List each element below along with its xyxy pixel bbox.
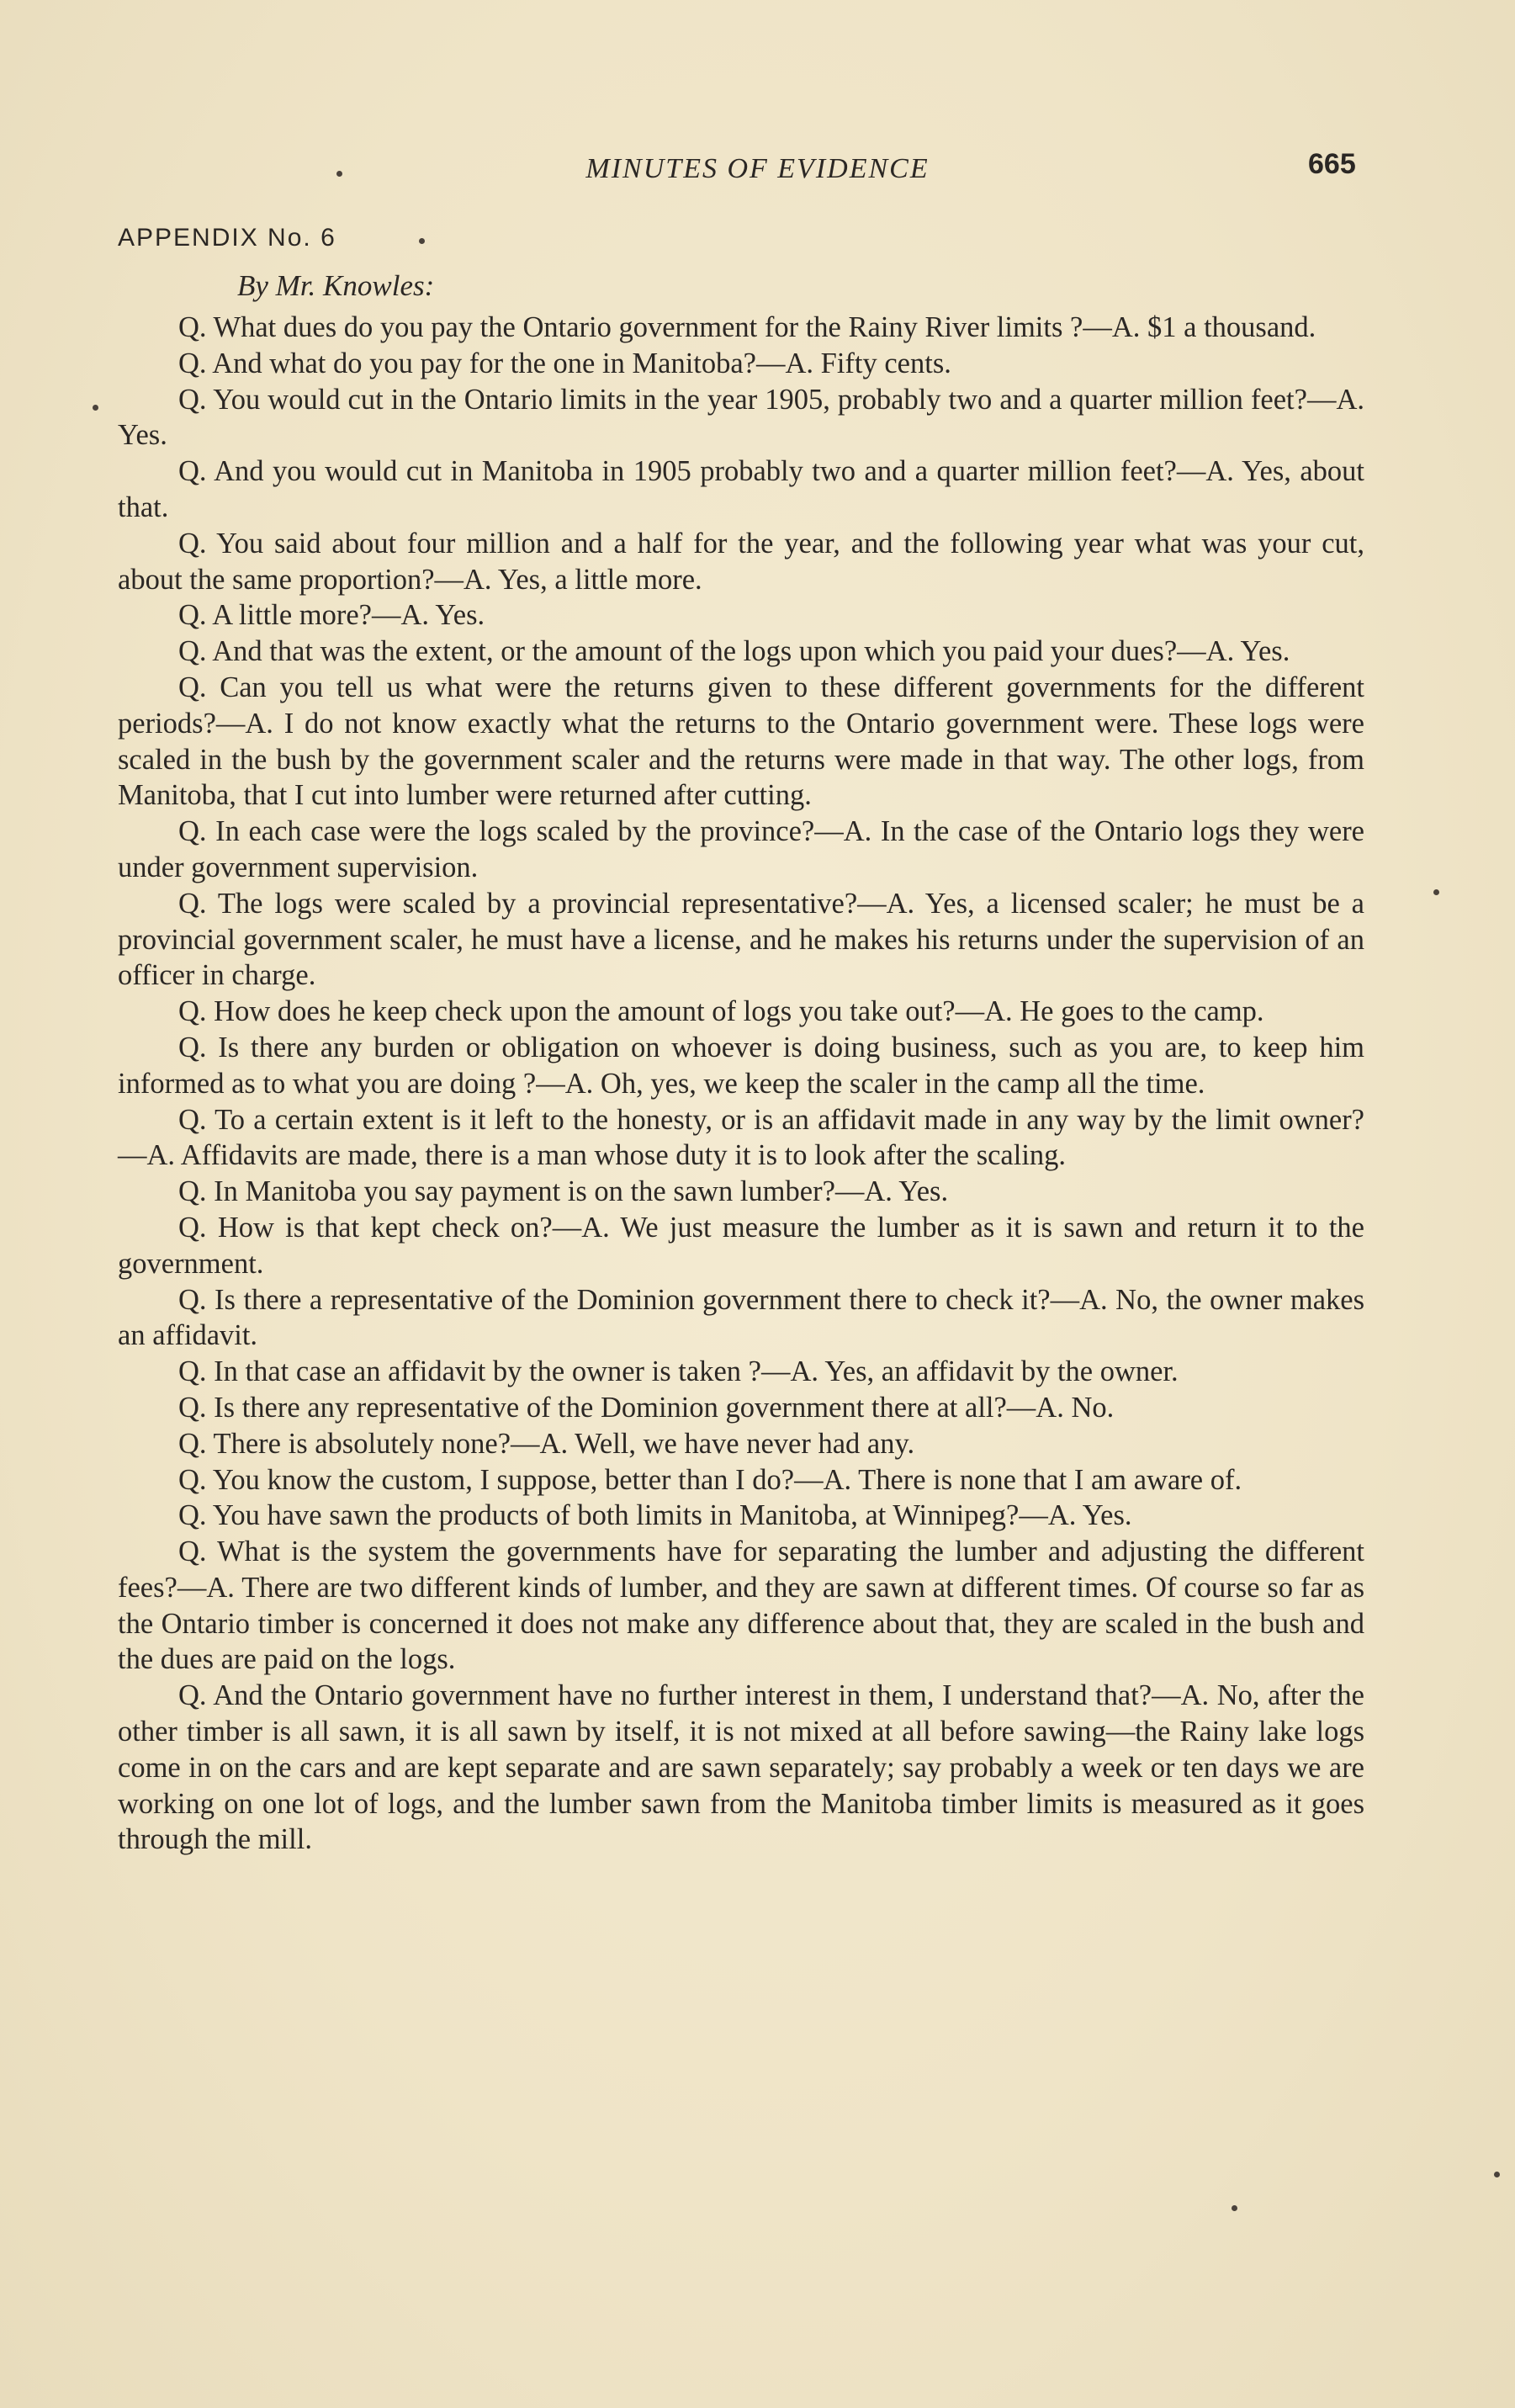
testimony-paragraph: Q. Is there any representative of the Dominion government there at all?—A. No.: [178, 1391, 1115, 1424]
testimony-paragraph: Q. The logs were scaled by a provincial representative?—A. Yes, a licensed scaler; he must be a provincial government scaler, he must have a license, and he makes his returns under the supervision of an officer in charge.: [118, 887, 1364, 992]
ink-speck: [1232, 2205, 1237, 2211]
testimony-paragraph: Q. And that was the extent, or the amount of the logs upon which you paid your dues?—A. Yes.: [178, 635, 1290, 668]
appendix-label: APPENDIX No. 6: [118, 224, 336, 252]
testimony-paragraph: Q. What dues do you pay the Ontario government for the Rainy River limits ?—A. $1 a thousand.: [178, 311, 1316, 343]
testimony-paragraph: Q. In that case an affidavit by the owner is taken ?—A. Yes, an affidavit by the owner.: [178, 1355, 1179, 1388]
testimony-paragraph: Q. In each case were the logs scaled by the province?—A. In the case of the Ontario logs they were under government supervision.: [118, 815, 1364, 883]
testimony-body: [118, 310, 1364, 1858]
ink-speck: [1433, 889, 1439, 895]
ink-speck: [419, 238, 425, 244]
testimony-paragraph: Q. Is there any burden or obligation on whoever is doing business, such as you are, to keep him informed as to what you are doing ?—A. Oh, yes, we keep the scaler in the camp all the time.: [118, 1031, 1364, 1100]
testimony-paragraph: Q. How does he keep check upon the amount of logs you take out?—A. He goes to the camp.: [178, 995, 1264, 1028]
ink-speck: [1494, 2172, 1500, 2177]
testimony-paragraph: Q. And what do you pay for the one in Manitoba?—A. Fifty cents.: [178, 347, 951, 379]
testimony-paragraph: Q. Is there a representative of the Dominion government there to check it?—A. No, the owner makes an affidavit.: [118, 1283, 1364, 1352]
ink-speck: [336, 171, 342, 177]
testimony-paragraph: Q. You said about four million and a half for the year, and the following year what was your cut, about the same proportion?—A. Yes, a little more.: [118, 527, 1364, 596]
testimony-paragraph: Q. And you would cut in Manitoba in 1905 probably two and a quarter million feet?—A. Yes, about that.: [118, 455, 1364, 523]
testimony-paragraph: Q. You would cut in the Ontario limits in the year 1905, probably two and a quarter million feet?—A. Yes.: [118, 383, 1364, 452]
testimony-paragraph: Q. You have sawn the products of both limits in Manitoba, at Winnipeg?—A. Yes.: [178, 1499, 1132, 1532]
testimony-paragraph: Q. What is the system the governments have for separating the lumber and adjusting the different fees?—A. There are two different kinds of lumber, and they are sawn at different times. Of course so far as the Ontario timber is concerned it does not make any difference about that, they are scaled in the bush and the dues are paid on the logs.: [118, 1535, 1364, 1676]
testimony-paragraph: Q. There is absolutely none?—A. Well, we have never had any.: [178, 1427, 915, 1460]
testimony-paragraph: Q. And the Ontario government have no further interest in them, I understand that?—A. No, after the other timber is all sawn, it is all sawn by itself, it is not mixed at all before sawing—the Rainy lake logs come in on the cars and are kept separate and are sawn separately; say probably a week or ten days we are working on one lot of logs, and the lumber sawn from the Manitoba timber limits is measured as it goes through the mill.: [118, 1679, 1364, 1856]
testimony-paragraph: Q. How is that kept check on?—A. We just measure the lumber as it is sawn and return it to the government.: [118, 1211, 1364, 1280]
testimony-paragraph: Q. In Manitoba you say payment is on the sawn lumber?—A. Yes.: [178, 1175, 949, 1208]
testimony-paragraph: Q. You know the custom, I suppose, better than I do?—A. There is none that I am aware of.: [178, 1463, 1242, 1496]
ink-speck: [93, 405, 98, 411]
testimony-paragraph: Q. A little more?—A. Yes.: [178, 599, 485, 632]
running-head: MINUTES OF EVIDENCE: [585, 153, 930, 184]
page-number: 665: [1308, 148, 1356, 180]
testimony-paragraph: Q. To a certain extent is it left to the honesty, or is an affidavit made in any way by the limit owner?—A. Affidavits are made, there is a man whose duty it is to look after the scaling.: [118, 1103, 1364, 1172]
testimony-paragraph: Q. Can you tell us what were the returns given to these different governments for the different periods?—A. I do not know exactly what the returns to the Ontario government were. These logs were scaled in the bush by the government scaler and the returns were made in that way. The other logs, from Manitoba, that I cut into lumber were returned after cutting.: [118, 671, 1364, 812]
examiner-heading: By Mr. Knowles:: [237, 269, 435, 302]
